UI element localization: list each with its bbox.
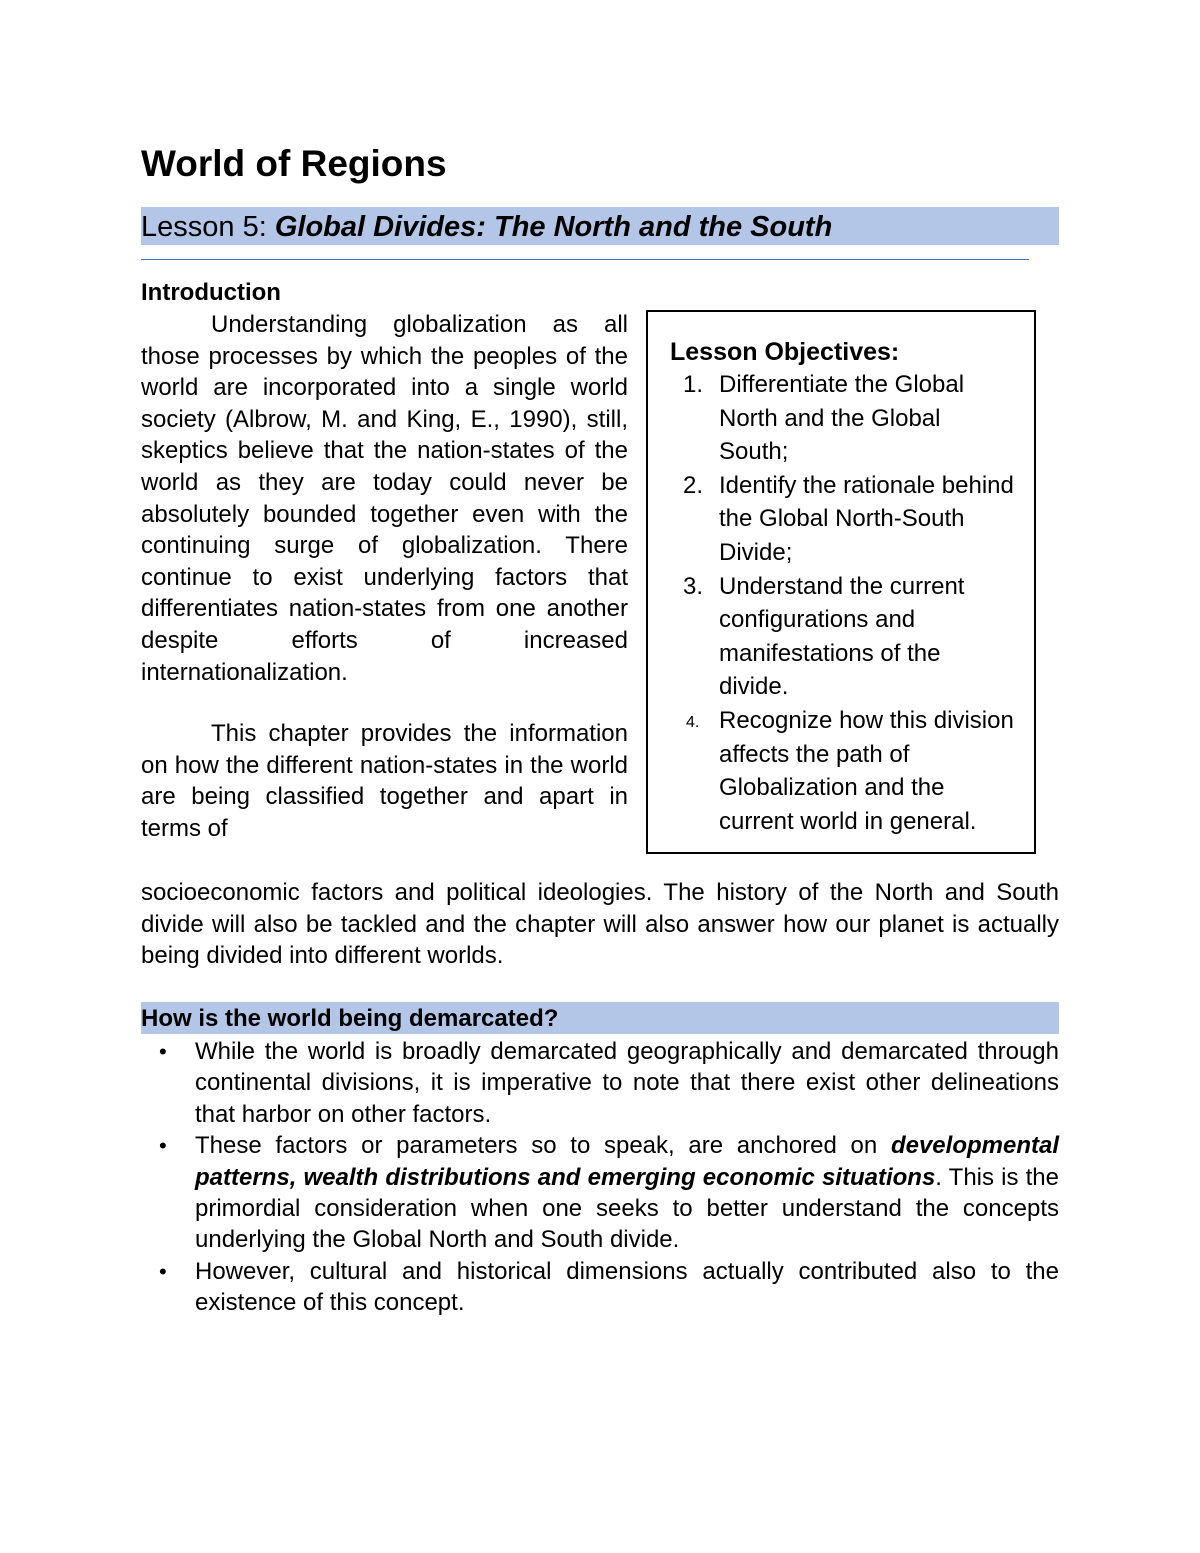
divider-line (750, 259, 1029, 260)
bullet-item (141, 1256, 1059, 1319)
paragraph-gap (141, 688, 628, 718)
page-title: World of Regions (141, 143, 447, 184)
objective-item (670, 704, 1016, 838)
objectives-title: Lesson Objectives: (670, 338, 900, 366)
objective-text: Identify the rationale behind the Global North-South Divide; (719, 471, 1014, 566)
introduction-paragraph-2-end: socioeconomic factors and political ideologies. The history of the North and South divide will also be tackled and the chapter will also answer how our planet is actually being divided into different worlds. (141, 879, 1059, 970)
objective-item (670, 469, 1016, 570)
divider-line (217, 259, 750, 260)
bullet-item (141, 1130, 1059, 1256)
demarcation-heading: How is the world being demarcated? (141, 1002, 1059, 1034)
bullet-item (141, 1036, 1059, 1130)
lesson-name: Global Divides: The North and the South (274, 211, 833, 243)
bullet-text: These factors or parameters so to speak, are anchored on (195, 1132, 891, 1160)
objective-number: 2. (683, 471, 704, 499)
bullet-text: However, cultural and historical dimensions actually contributed also to the existence of this concept. (195, 1257, 1059, 1317)
introduction-column (141, 309, 628, 845)
objective-text: Differentiate the Global North and the Global South; (719, 371, 965, 466)
bullet-icon: • (159, 1039, 167, 1064)
objectives-list (670, 368, 1016, 838)
objective-text: Understand the current configurations and manifestations of the divide. (719, 572, 965, 701)
lesson-number: Lesson 5: (141, 211, 275, 243)
demarcation-bullet-list (141, 1036, 1059, 1319)
bullet-text: . This is the primordial consideration when one seeks to better understand the concepts underlying the Global North and South divide. (195, 1163, 1059, 1254)
introduction-paragraph-2-start: This chapter provides the information on how the different nation-states in the world are being classified together and apart in terms of (141, 720, 628, 842)
objective-text: Recognize how this division affects the path of Globalization and the current world in general. (719, 706, 1014, 835)
introduction-paragraph-1: Understanding globalization as all those processes by which the peoples of the world are incorporated into a single world society (Albrow, M. and King, E., 1990), still, skeptics believe that the nation-states of the world as they are today could never be absolutely bounded together even with the continuing surge of globalization. There continue to exist underlying factors that differentiates nation-states from one another despite efforts of increased internationalization. (141, 311, 628, 686)
objective-number: 1. (683, 371, 704, 398)
divider-line (141, 259, 217, 260)
objective-item (670, 570, 1016, 704)
introduction-heading: Introduction (141, 279, 281, 306)
objective-number: 3. (683, 572, 704, 600)
bullet-icon: • (159, 1258, 167, 1284)
bullet-icon: • (159, 1133, 167, 1159)
lesson-objectives-box (646, 310, 1036, 854)
bullet-text: While the world is broadly demarcated geographically and demarcated through continental divisions, it is imperative to note that there exist other delineations that harbor on other factors. (195, 1038, 1059, 1128)
introduction-paragraph-2-continued (141, 877, 1059, 972)
bullet-emphasis: developmental patterns, wealth distributions and emerging economic situations (195, 1132, 1059, 1191)
lesson-title-bar (141, 207, 1059, 245)
objective-number: 4. (686, 713, 700, 731)
objective-item (670, 368, 1016, 469)
